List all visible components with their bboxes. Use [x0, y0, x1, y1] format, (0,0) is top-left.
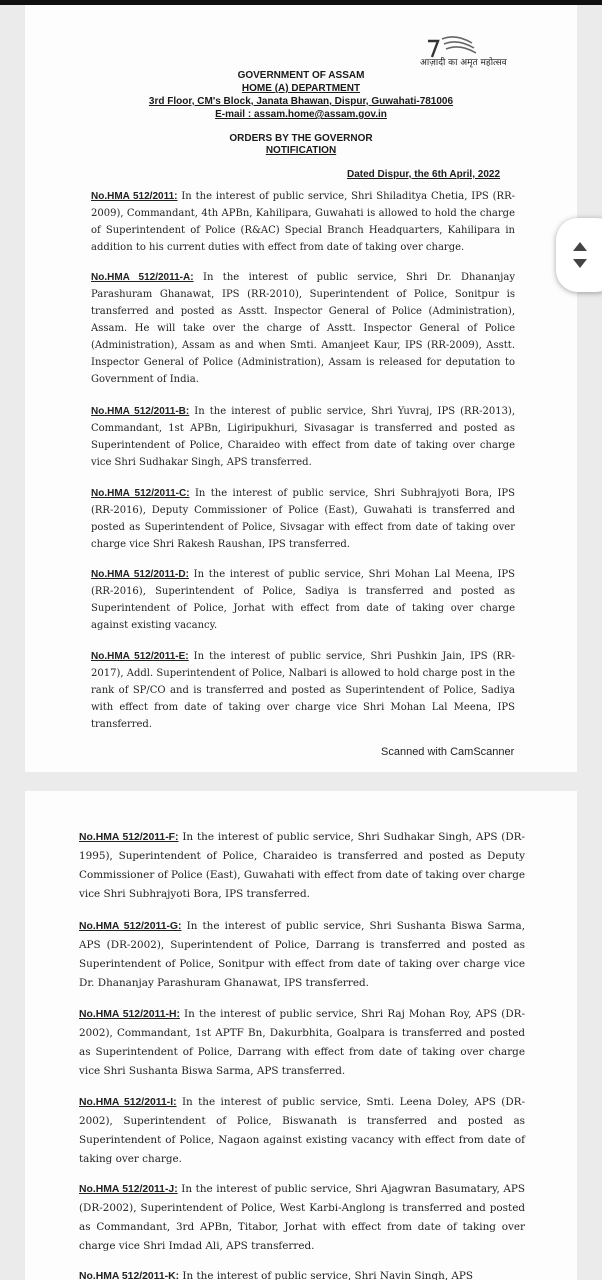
logo-caption: आज़ादी का अमृत महोत्सव: [420, 58, 507, 68]
order-text: In the interest of public service, Shri Navin Singh, APS: [179, 1270, 474, 1280]
order-text: In the interest of public service, Shri Dr. Dhananjay Parashuram Ghanawat, IPS (RR-2010), Superintendent of Police, Sonitpur is transferred and posted as Asstt. Inspector General of Police (Administration), Assam. He will take over the charge of Asstt. Inspector General of Police (Administration), Assam as and when Smti. Amanjeet Kaur, IPS (RR-2009), Asstt. Inspector General of Police (Administration), Assam is released for deputation to Government of India.: [91, 272, 516, 385]
order-text: In the interest of public service, Shri Yuvraj, IPS (RR-2013), Commandant, 1st APBn, Ligiripukhuri, Sivasagar is transferred and posted as Superintendent of Police, Charaideo with effect from date of taking over charge vice Shri Sudhakar Singh, APS transferred.: [91, 406, 516, 468]
order-paragraph: [79, 1267, 525, 1280]
order-ref: No.HMA 512/2011-A:: [91, 272, 194, 283]
scroll-handle-button[interactable]: [556, 218, 602, 292]
document-page-1: [25, 5, 577, 772]
order-paragraph: [91, 269, 515, 388]
order-text: In the interest of public service, Shri Shiladitya Chetia, IPS (RR-2009), Commandant, 4th APBn, Kahilipara, Guwahati is allowed to hold the charge of Superintendent of Police (R&AC) Special Branch Headquarters, Kahilipara in addition to his current duties with effect from date of taking over charge.: [91, 191, 515, 253]
document-page-2: [25, 791, 577, 1280]
order-paragraph: [91, 188, 515, 256]
order-paragraph: [79, 828, 525, 904]
orders-heading: ORDERS BY THE GOVERNOR: [229, 133, 373, 144]
order-ref: No.HMA 512/2011-B:: [91, 406, 190, 417]
order-ref: No.HMA 512/2011-F:: [79, 832, 179, 843]
order-text: In the interest of public service, Shri Raj Mohan Roy, APS (DR-2002), Commandant, 1st APTF Bn, Dakurbhita, Goalpara is transferred and posted as Superintendent of Police, Darrang with effect from date of taking over charge vice Shri Sushanta Biswa Sarma, APS transferred.: [79, 1008, 525, 1077]
address-line: 3rd Floor, CM's Block, Janata Bhawan, Dispur, Guwahati-781006: [148, 96, 454, 107]
order-ref: No.HMA 512/2011-D:: [91, 569, 189, 580]
gov-title: GOVERNMENT OF ASSAM: [237, 70, 365, 81]
camscanner-watermark: Scanned with CamScanner: [381, 746, 515, 758]
order-text: In the interest of public service, Shri Ajagwran Basumatary, APS (DR-2002), Superintendent of Police, West Karbi-Anglong is transferred and posted as Commandant, 3rd APBn, Titabor, Jorhat with effect from date of taking over charge vice Shri Imdad Ali, APS transferred.: [79, 1183, 525, 1252]
order-paragraph: [91, 648, 515, 733]
order-ref: No.HMA 512/2011-H:: [79, 1009, 180, 1020]
order-ref: No.HMA 512/2011-E:: [91, 651, 189, 662]
order-text: In the interest of public service, Shri Mohan Lal Meena, IPS (RR-2016), Superintendent of Police, Sadiya is transferred and posted as Superintendent of Police, Jorhat with effect from date of taking over charge against existing vacancy.: [91, 569, 516, 631]
order-paragraph: [79, 1093, 525, 1169]
order-ref: No.HMA 512/2011-K:: [79, 1271, 180, 1280]
order-text: In the interest of public service, Shri Sudhakar Singh, APS (DR-1995), Superintendent of Police, Charaideo is transferred and posted as Deputy Commissioner of Police (East), Guwahati with effect from date of taking over charge vice Shri Subhrajyoti Bora, IPS transferred.: [79, 831, 526, 900]
order-text: In the interest of public service, Shri Subhrajyoti Bora, IPS (RR-2016), Deputy Commissioner of Police (East), Guwahati is transferred and posted as Superintendent of Police, Sivsagar with effect from date of taking over charge vice Shri Rakesh Raushan, IPS transferred.: [91, 488, 515, 550]
dated-line: Dated Dispur, the 6th April, 2022: [347, 169, 501, 180]
order-paragraph: [79, 917, 525, 993]
email-line: E-mail : assam.home@assam.gov.in: [215, 109, 387, 120]
order-ref: No.HMA 512/2011-C:: [91, 488, 190, 499]
department-title: HOME (A) DEPARTMENT: [241, 83, 361, 94]
order-paragraph: [79, 1180, 525, 1256]
order-paragraph: [79, 1005, 525, 1081]
order-paragraph: [91, 566, 515, 634]
notification-heading: NOTIFICATION: [265, 145, 337, 156]
order-paragraph: [91, 403, 515, 471]
order-text: In the interest of public service, Shri Pushkin Jain, IPS (RR-2017), Addl. Superintendent of Police, Nalbari is allowed to hold charge post in the rank of SP/CO and is transferred and posted as Superintendent of Police, Sadiya with effect from date of taking over charge vice Shri Mohan Lal Meena, IPS transferred.: [91, 651, 515, 730]
order-paragraph: [91, 485, 515, 553]
order-ref: No.HMA 512/2011:: [91, 191, 178, 202]
order-ref: No.HMA 512/2011-I:: [79, 1097, 177, 1108]
scroll-up-down-icon: [572, 241, 588, 269]
order-text: In the interest of public service, Smti. Leena Doley, APS (DR-2002), Superintendent of Police, Biswanath is transferred and posted as Superintendent of Police, Nagaon against existing vacancy with effect from date of taking over charge.: [79, 1096, 526, 1165]
order-ref: No.HMA 512/2011-J:: [79, 1184, 178, 1195]
order-ref: No.HMA 512/2011-G:: [79, 921, 182, 932]
order-text: In the interest of public service, Shri Sushanta Biswa Sarma, APS (DR-2002), Superintendent of Police, Darrang is transferred and posted as Superintendent of Police, Sonitpur with effect from date of taking over charge vice Dr. Dhananjay Parashuram Ghanawat, IPS transferred.: [79, 920, 526, 989]
